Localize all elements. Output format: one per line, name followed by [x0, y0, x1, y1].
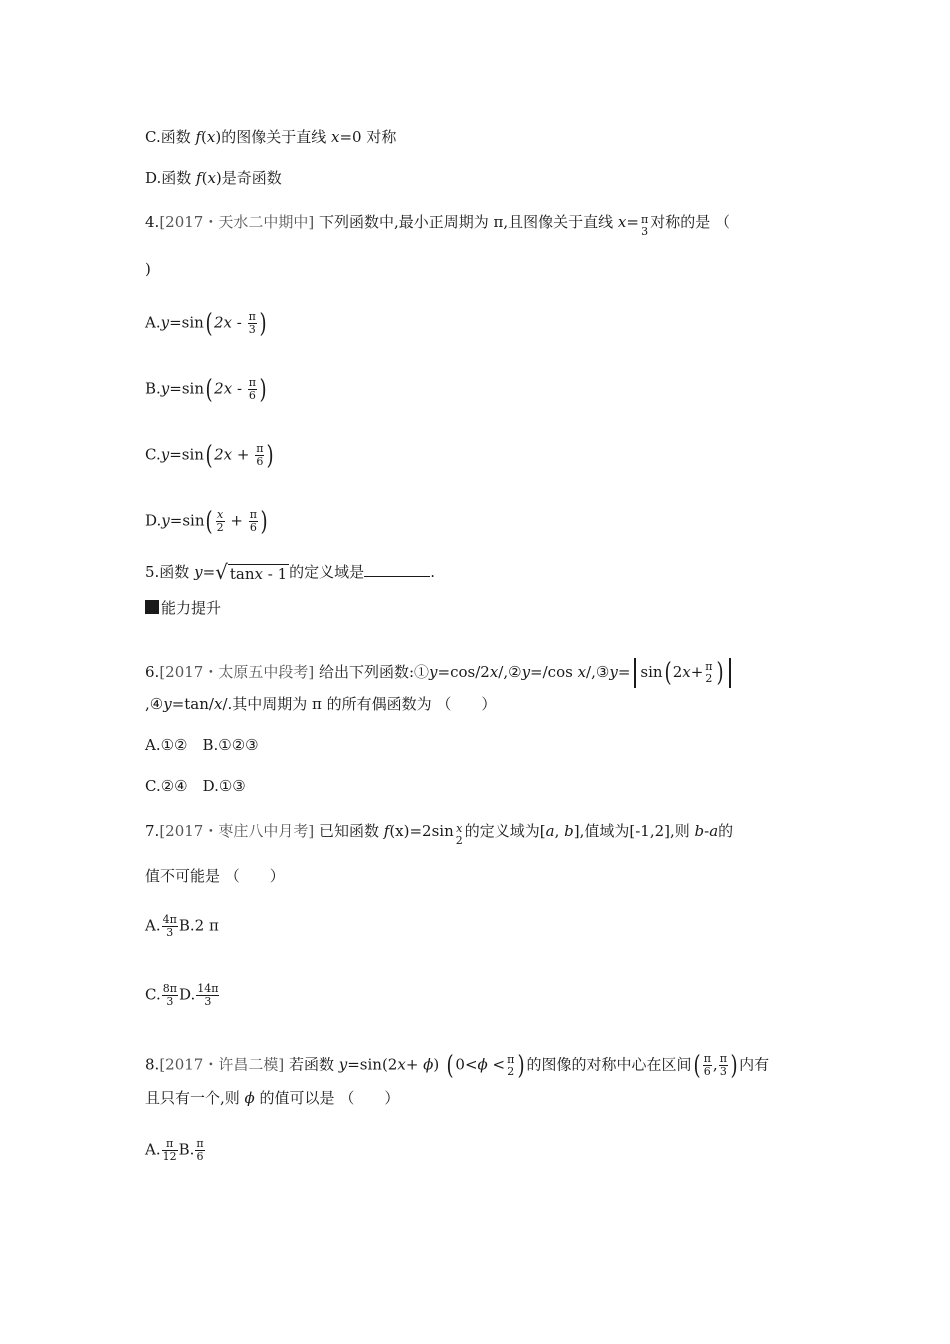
question-8: 8.[2017・许昌二模] 若函数 y=sin(2x+ ϕ) ( 0<ϕ < π 2 ) 的图像的对称中心在区间( $\frac{\pi}{6}$ , $\frac{\pi}{3}$ ) 内有	[145, 1050, 770, 1081]
option-d-q3: D.函数 f(x)是奇函数	[145, 169, 282, 187]
q6-options-cd: C.②④ D.①③	[145, 777, 246, 795]
q6-options-ab: A.①② B.①②③	[145, 736, 259, 754]
fraction: $\frac{\pi}{6}$	[249, 508, 257, 534]
sqrt-expression: √ tanx - 1	[215, 560, 288, 584]
fraction: $\frac{\pi}{6}$	[703, 1052, 711, 1078]
fraction: π 2	[507, 1052, 515, 1078]
fraction: $\frac{\pi}{3}$	[719, 1052, 727, 1078]
question-8-line2: 且只有一个,则 ϕ 的值可以是 （ ）	[145, 1089, 400, 1107]
fraction: π 3	[640, 213, 649, 238]
q4-option-c: C.y=sin( 2x + $\frac{\pi}{6}$ )	[145, 440, 275, 471]
question-7-line2: 值不可能是 （ ）	[145, 867, 285, 885]
question-source: [2017・太原五中段考]	[159, 663, 315, 681]
fraction: $\frac{\pi}{3}$	[248, 310, 256, 336]
q4-option-d: D.y=sin( $\frac{x}{2}$ + $\frac{\pi}{6}$ )	[145, 506, 268, 537]
fraction: $\frac{\pi}{6}$	[248, 376, 257, 402]
question-source: [2017・枣庄八中月考]	[159, 822, 315, 840]
option-c-q3: C.函数 f(x)的图像关于直线 x=0 对称	[145, 128, 397, 146]
question-7: 7.[2017・枣庄八中月考] 已知函数 f(x)=2sin x 2 的定义域为[a, b],值域为[-1,2],则 b-a的	[145, 822, 734, 847]
fraction: π 2	[705, 660, 713, 685]
fraction: x 2	[455, 822, 463, 847]
question-5: 5.函数 y=√ tanx - 1 的定义域是 .	[145, 560, 435, 584]
question-4: 4.[2017・天水二中期中] 下列函数中,最小正周期为 π,且图像关于直线 x= π 3 对称的是 （	[145, 213, 730, 238]
section-heading: 能力提升	[145, 598, 221, 618]
q4-option-b: B.y=sin( 2x - $\frac{\pi}{6}$ )	[145, 374, 267, 405]
answer-blank	[364, 562, 430, 577]
question-4-close: )	[145, 260, 151, 278]
question-6: 6.[2017・太原五中段考] 给出下列函数:①y=cos/2x/,②y=/cos x/,③y= sin( 2x+ π 2 )	[145, 658, 735, 688]
q4-option-a: A.y=sin( 2x - $\frac{\pi}{3}$ )	[145, 308, 267, 339]
fraction: $\frac{x}{2}$	[216, 508, 224, 534]
question-source: [2017・天水二中期中]	[159, 213, 315, 231]
fraction: $\frac{4\pi}{3}$	[162, 913, 177, 939]
fraction: $\frac{8\pi}{3}$	[162, 982, 177, 1008]
question-6-line2: ,④y=tan/x/.其中周期为 π 的所有偶函数为 （ ）	[145, 695, 497, 713]
fraction: $\frac{\pi}{6}$	[256, 442, 264, 468]
q8-options-ab: A. $\frac{\pi}{12}$ B. $\frac{\pi}{6}$	[145, 1137, 204, 1163]
fraction: $\frac{\pi}{12}$	[162, 1137, 177, 1163]
square-bullet-icon	[145, 600, 159, 614]
fraction: $\frac{14\pi}{3}$	[197, 982, 219, 1008]
question-source: [2017・许昌二模]	[159, 1055, 285, 1074]
fraction: $\frac{\pi}{6}$	[196, 1137, 204, 1163]
q7-options-cd: C. $\frac{8\pi}{3}$ D. $\frac{14\pi}{3}$	[145, 982, 219, 1008]
q7-options-ab: A. $\frac{4\pi}{3}$ B.2 π	[145, 913, 219, 939]
